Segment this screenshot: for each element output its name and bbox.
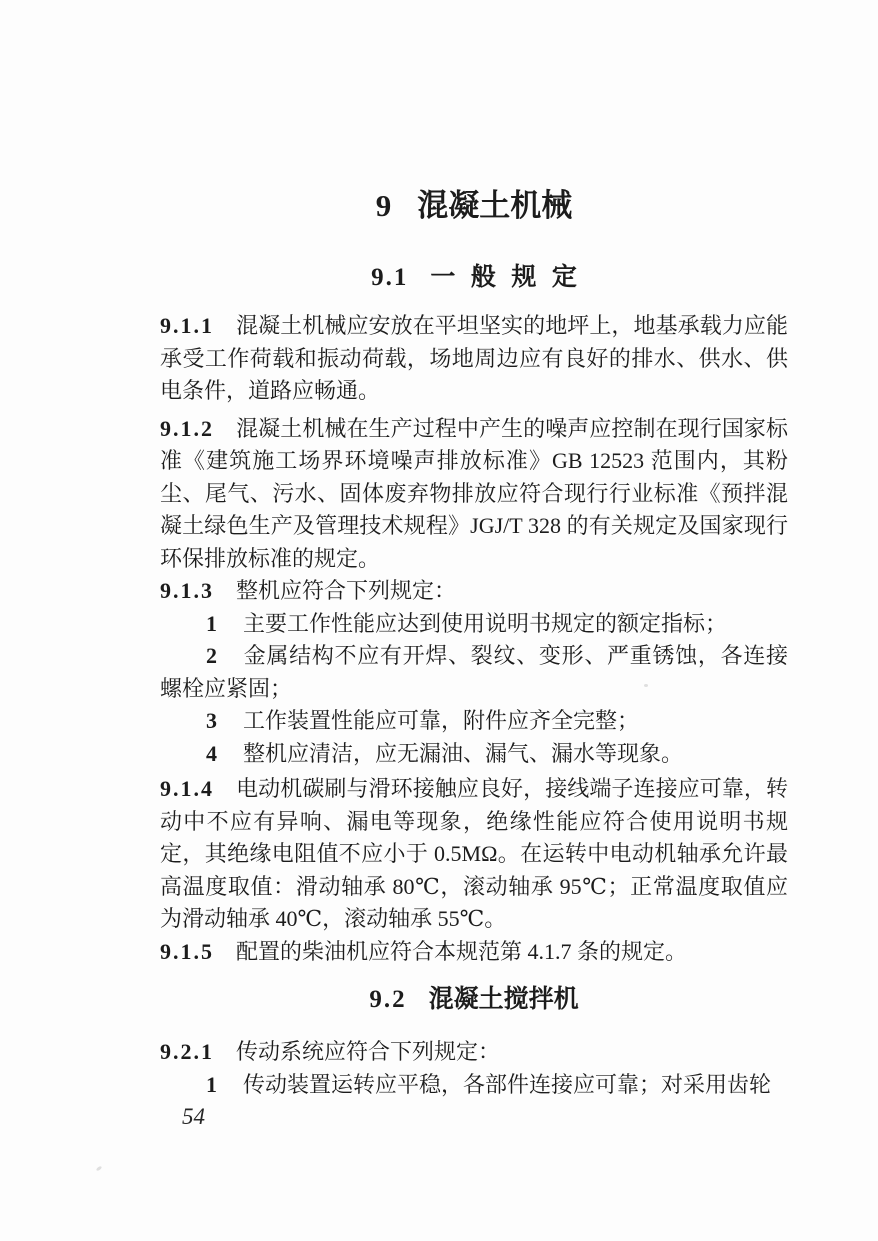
list-item-4 xyxy=(160,738,788,771)
chapter-number: 9 xyxy=(375,188,392,223)
item-text: 主要工作性能应达到使用说明书规定的额定指标； xyxy=(243,610,728,636)
section-number: 9.1 xyxy=(371,264,409,291)
clause-9-1-4 xyxy=(160,773,788,936)
clause-text: 传动系统应符合下列规定： xyxy=(236,1039,501,1064)
item-text: 传动装置运转应平稳，各部件连接应可靠；对采用齿轮 xyxy=(243,1071,772,1097)
section-heading-9-2 xyxy=(160,984,788,1016)
item-number: 2 xyxy=(206,643,217,668)
page-content xyxy=(160,0,788,1101)
clause-number: 9.1.3 xyxy=(160,578,214,603)
clause-text: 整机应符合下列规定： xyxy=(236,578,457,603)
clause-9-1-1 xyxy=(160,310,788,408)
item-text: 整机应清洁，应无漏油、漏气、漏水等现象。 xyxy=(243,740,684,766)
list-item-1 xyxy=(160,608,788,641)
clause-number: 9.1.5 xyxy=(160,938,214,964)
clause-9-1-5 xyxy=(160,936,788,969)
section-title: 一般规定 xyxy=(430,264,593,291)
clause-9-1-3 xyxy=(160,575,788,608)
list-item-1 xyxy=(160,1069,788,1102)
item-number: 1 xyxy=(206,610,217,636)
scan-speck xyxy=(644,684,648,687)
clause-text: 混凝土机械应安放在平坦坚实的地坪上，地基承载力应能承受工作荷载和振动荷载，场地周边应有良好的排水、供水、供电条件，道路应畅通。 xyxy=(160,313,788,403)
item-text: 工作装置性能应可靠，附件应齐全完整； xyxy=(243,708,640,733)
scan-speck xyxy=(96,1166,103,1172)
section-heading-9-1 xyxy=(160,262,788,294)
clause-number: 9.2.1 xyxy=(160,1039,214,1064)
section-number: 9.2 xyxy=(369,986,407,1013)
item-text: 金属结构不应有开焊、裂纹、变形、严重锈蚀，各连接螺栓应紧固； xyxy=(160,643,788,701)
page-number: 54 xyxy=(182,1104,205,1129)
clause-9-2-1 xyxy=(160,1036,788,1069)
item-number: 1 xyxy=(206,1071,217,1097)
clause-number: 9.1.1 xyxy=(160,313,214,338)
clause-number: 9.1.2 xyxy=(160,415,214,441)
section-title: 混凝土搅拌机 xyxy=(428,986,579,1013)
clause-text: 配置的柴油机应符合本规范第 4.1.7 条的规定。 xyxy=(236,938,688,964)
item-number: 4 xyxy=(206,740,217,766)
chapter-title xyxy=(160,188,788,224)
list-item-2 xyxy=(160,640,788,705)
item-number: 3 xyxy=(206,708,217,733)
chapter-title-text: 混凝土机械 xyxy=(417,188,573,223)
clause-text: 电动机碳刷与滑环接触应良好，接线端子连接应可靠，转动中不应有异响、漏电等现象，绝缘性能应符合使用说明书规定，其绝缘电阻值不应小于 0.5MΩ。在运转中电动机轴承允许最高温度取值：滑动轴承 80℃，滚动轴承 95℃；正常温度取值应为滑动轴承 40℃，滚动轴承 55℃。 xyxy=(160,776,788,931)
list-item-3 xyxy=(160,705,788,738)
clause-number: 9.1.4 xyxy=(160,776,214,801)
clause-text: 混凝土机械在生产过程中产生的噪声应控制在现行国家标准《建筑施工场界环境噪声排放标准》GB 12523 范围内，其粉尘、尾气、污水、固体废弃物排放应符合现行行业标准《预拌混凝土绿色生产及管理技术规程》JGJ/T 328 的有关规定及国家现行环保排放标准的规定。 xyxy=(160,415,788,571)
clause-9-1-2 xyxy=(160,413,788,576)
